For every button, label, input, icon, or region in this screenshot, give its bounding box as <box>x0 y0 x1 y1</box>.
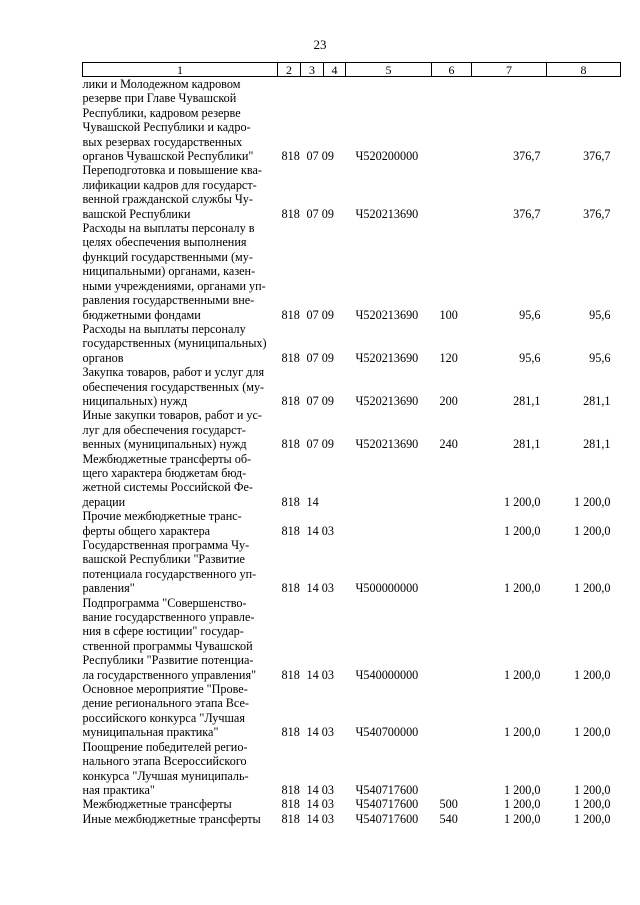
amount-col7: 1 200,0 <box>503 797 541 812</box>
expense-type-code <box>432 596 472 682</box>
description-line: муниципальная практика" <box>82 725 219 740</box>
ved-code: 818 <box>281 393 300 408</box>
ved-code: 818 <box>281 437 300 452</box>
row-description <box>83 740 278 798</box>
table-row <box>83 163 621 221</box>
description-line: конкурса "Лучшая муниципаль- <box>82 768 249 783</box>
description-line: Расходы на выплаты персоналу в <box>82 221 255 236</box>
section-subsection-code: 14 03 <box>306 797 334 812</box>
description-line: дение регионального этапа Все- <box>82 696 249 711</box>
amount-col8: 281,1 <box>583 437 611 452</box>
description-line: бюджетными фондами <box>82 307 201 322</box>
amount-col7: 376,7 <box>513 206 541 221</box>
amount-col8: 95,6 <box>589 307 611 322</box>
row-description <box>83 538 278 596</box>
description-line: ла государственного управления" <box>82 667 257 682</box>
row-description <box>83 596 278 682</box>
target-article-code: Ч540000000 <box>355 667 419 682</box>
target-article-code: Ч540717600 <box>355 811 419 826</box>
amount-col7: 376,7 <box>513 149 541 164</box>
amount-col8: 1 200,0 <box>573 811 611 826</box>
section-subsection-code: 14 03 <box>306 523 334 538</box>
amount-col8: 376,7 <box>583 149 611 164</box>
description-line: Основное мероприятие "Прове- <box>82 682 248 697</box>
description-line: органов Чувашской Республики" <box>82 149 254 164</box>
description-line: луг для обеспечения государст- <box>82 422 246 437</box>
expense-type-code: 240 <box>439 437 458 452</box>
header-cell: 7 <box>472 63 547 77</box>
target-article-code <box>346 509 432 538</box>
target-article-code: Ч520213690 <box>355 350 419 365</box>
amount-col7: 1 200,0 <box>503 523 541 538</box>
description-line: ными учреждениями, органами уп- <box>82 278 266 293</box>
header-cell: 2 <box>278 63 301 77</box>
amount-col7: 1 200,0 <box>503 581 541 596</box>
expense-type-code: 100 <box>439 307 458 322</box>
description-line: целях обеспечения выполнения <box>82 235 247 250</box>
expense-type-code <box>432 538 472 596</box>
section-subsection-code: 07 09 <box>306 206 334 221</box>
description-line: вашской Республики "Развитие <box>82 552 245 567</box>
table-row <box>83 812 621 826</box>
amount-col7: 1 200,0 <box>503 667 541 682</box>
table-row <box>83 408 621 451</box>
header-cell: 4 <box>324 63 346 77</box>
target-article-code: Ч520213690 <box>355 307 419 322</box>
description-line: нального этапа Всероссийского <box>82 754 247 769</box>
description-line: лики и Молодежном кадровом <box>82 77 241 91</box>
header-cell: 5 <box>346 63 432 77</box>
description-line: жетной системы Российской Фе- <box>82 480 253 495</box>
description-line: ферты общего характера <box>82 523 211 538</box>
amount-col8: 1 200,0 <box>573 797 611 812</box>
section-subsection-code: 07 09 <box>306 350 334 365</box>
row-description <box>83 797 278 811</box>
expense-type-code: 500 <box>439 797 458 812</box>
description-line: равления" <box>82 581 135 596</box>
description-line: резерве при Главе Чувашской <box>82 91 237 106</box>
description-line: Иные закупки товаров, работ и ус- <box>82 408 262 423</box>
description-line: венных (муниципальных) нужд <box>82 437 247 452</box>
ved-code: 818 <box>281 523 300 538</box>
description-line: Республики "Развитие потенциа- <box>82 653 254 668</box>
ved-code: 818 <box>281 494 300 509</box>
description-line: щего характера бюджетам бюд- <box>82 465 247 480</box>
ved-code: 818 <box>281 206 300 221</box>
table-row <box>83 596 621 682</box>
expense-type-code <box>432 740 472 798</box>
description-line: ниципальными) органами, казен- <box>82 264 256 279</box>
description-line: Поощрение победителей регио- <box>82 739 248 754</box>
amount-col7: 281,1 <box>513 437 541 452</box>
row-description <box>83 322 278 365</box>
description-line: российского конкурса "Лучшая <box>82 710 245 725</box>
description-line: государственных (муниципальных) <box>82 336 267 351</box>
amount-col8: 1 200,0 <box>573 523 611 538</box>
ved-code: 818 <box>281 307 300 322</box>
page-number: 23 <box>313 37 327 52</box>
ved-code: 818 <box>281 581 300 596</box>
row-description <box>83 77 278 164</box>
target-article-code: Ч520213690 <box>355 437 419 452</box>
budget-table <box>82 62 621 826</box>
section-subsection-code: 14 03 <box>306 725 334 740</box>
description-line: обеспечения государственных (му- <box>82 379 265 394</box>
description-line: Государственная программа Чу- <box>82 538 250 552</box>
section-subsection-code: 07 09 <box>306 437 334 452</box>
amount-col8: 281,1 <box>583 393 611 408</box>
description-line: Республики, кадровом резерве <box>82 105 241 120</box>
description-line: ния в сфере юстиции" государ- <box>82 624 244 639</box>
target-article-code: Ч540700000 <box>355 725 419 740</box>
header-cell: 3 <box>301 63 324 77</box>
row-description <box>83 221 278 322</box>
table-row <box>83 77 621 164</box>
amount-col7: 1 200,0 <box>503 494 541 509</box>
section-subsection-code: 07 09 <box>306 149 334 164</box>
target-article-code: Ч540717600 <box>355 782 419 797</box>
table-row <box>83 365 621 408</box>
target-article-code: Ч540717600 <box>355 797 419 812</box>
ved-code: 818 <box>281 149 300 164</box>
expense-type-code <box>432 682 472 740</box>
description-line: ная практика" <box>82 782 155 797</box>
ved-code: 818 <box>281 797 300 812</box>
description-line: лификации кадров для государст- <box>82 177 257 192</box>
expense-type-code: 200 <box>439 393 458 408</box>
target-article-code: Ч500000000 <box>355 581 419 596</box>
description-line: Межбюджетные трансферты <box>82 797 232 812</box>
table-row <box>83 509 621 538</box>
amount-col7: 95,6 <box>519 350 541 365</box>
row-description <box>83 365 278 408</box>
description-line: равления государственными вне- <box>82 293 255 308</box>
expense-type-code <box>432 509 472 538</box>
amount-col8: 1 200,0 <box>573 725 611 740</box>
row-description <box>83 812 278 826</box>
description-line: Прочие межбюджетные транс- <box>82 509 242 524</box>
amount-col8: 1 200,0 <box>573 581 611 596</box>
ved-code: 818 <box>281 350 300 365</box>
description-line: ственной программы Чувашской <box>82 638 253 653</box>
header-cell: 1 <box>83 63 278 77</box>
table-row <box>83 221 621 322</box>
amount-col7: 1 200,0 <box>503 782 541 797</box>
ved-code: 818 <box>281 811 300 826</box>
row-description <box>83 163 278 221</box>
description-line: Иные межбюджетные трансферты <box>82 811 261 826</box>
description-line: вых резервах государственных <box>82 134 243 149</box>
description-line: потенциала государственного уп- <box>82 566 257 581</box>
description-line: органов <box>82 350 124 365</box>
amount-col8: 1 200,0 <box>573 782 611 797</box>
section-subsection-code: 07 09 <box>306 393 334 408</box>
target-article-code: Ч520213690 <box>355 206 419 221</box>
expense-type-code <box>432 452 472 510</box>
description-line: Закупка товаров, работ и услуг для <box>82 365 265 380</box>
table-row <box>83 322 621 365</box>
amount-col7: 95,6 <box>519 307 541 322</box>
description-line: Чувашской Республики и кадро- <box>82 120 251 135</box>
header-cell: 8 <box>547 63 621 77</box>
section-subsection-code: 14 <box>306 494 319 509</box>
amount-col8: 95,6 <box>589 350 611 365</box>
section-subsection-code: 14 03 <box>306 782 334 797</box>
ved-code: 818 <box>281 725 300 740</box>
header-cell: 6 <box>432 63 472 77</box>
description-line: Расходы на выплаты персоналу <box>82 321 246 336</box>
section-subsection-code: 14 03 <box>306 811 334 826</box>
target-article-code <box>346 452 432 510</box>
amount-col8: 1 200,0 <box>573 494 611 509</box>
section-subsection-code: 14 03 <box>306 667 334 682</box>
table-row <box>83 797 621 811</box>
table-row <box>83 740 621 798</box>
target-article-code: Ч520200000 <box>355 149 419 164</box>
expense-type-code: 540 <box>439 811 458 826</box>
amount-col7: 1 200,0 <box>503 811 541 826</box>
row-description <box>83 408 278 451</box>
amount-col8: 1 200,0 <box>573 667 611 682</box>
row-description <box>83 682 278 740</box>
description-line: функций государственными (му- <box>82 249 253 264</box>
row-description <box>83 509 278 538</box>
header-row <box>83 63 621 77</box>
description-line: Межбюджетные трансферты об- <box>82 451 252 466</box>
description-line: вашской Республики <box>82 206 191 221</box>
description-line: вание государственного управле- <box>82 610 255 625</box>
ved-code: 818 <box>281 667 300 682</box>
description-line: дерации <box>82 494 126 509</box>
expense-type-code <box>432 77 472 164</box>
target-article-code: Ч520213690 <box>355 393 419 408</box>
section-subsection-code: 14 03 <box>306 581 334 596</box>
description-line: Подпрограмма "Совершенство- <box>82 595 247 610</box>
section-subsection-code: 07 09 <box>306 307 334 322</box>
amount-col7: 1 200,0 <box>503 725 541 740</box>
description-line: Переподготовка и повышение ква- <box>82 163 262 178</box>
row-description <box>83 452 278 510</box>
ved-code: 818 <box>281 782 300 797</box>
description-line: ниципальных) нужд <box>82 393 188 408</box>
table-row <box>83 452 621 510</box>
table-body <box>83 77 621 827</box>
amount-col8: 376,7 <box>583 206 611 221</box>
expense-type-code: 120 <box>439 350 458 365</box>
table-row <box>83 682 621 740</box>
amount-col7: 281,1 <box>513 393 541 408</box>
table-row <box>83 538 621 596</box>
expense-type-code <box>432 163 472 221</box>
description-line: венной гражданской службы Чу- <box>82 192 253 207</box>
